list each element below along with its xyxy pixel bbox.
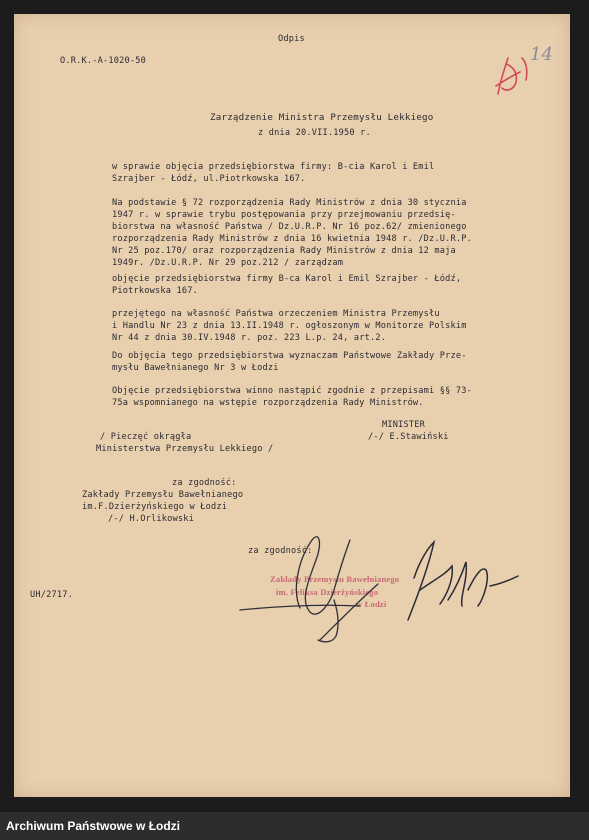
seal-note-line-2: Ministerstwa Przemysłu Lekkiego / bbox=[96, 444, 274, 454]
minister-label: MINISTER bbox=[382, 420, 425, 430]
para5-line-2: 75a wspomnianego na wstępie rozporządzenia Rady Ministrów. bbox=[112, 398, 424, 408]
zaklady-line-3: /-/ H.Orlikowski bbox=[108, 514, 194, 524]
seal-note-line-1: / Pieczęć okrągła bbox=[100, 432, 192, 442]
archive-footer-bar bbox=[0, 812, 589, 840]
conformity-label-2: za zgodność: bbox=[248, 546, 313, 556]
reference-number: O.R.K.-A-1020-50 bbox=[60, 56, 146, 66]
para1-line-4: rozporządzenia Rady Ministrów z dnia 16 kwietnia 1948 r. /Dz.U.R.P. bbox=[112, 234, 473, 244]
signature-2 bbox=[408, 542, 518, 620]
para3-line-2: i Handlu Nr 23 z dnia 13.II.1948 r. ogłoszonym w Monitorze Polskim bbox=[112, 321, 467, 331]
zaklady-line-1: Zakłady Przemysłu Bawełnianego bbox=[82, 490, 244, 500]
minister-signature: /-/ E.Stawiński bbox=[368, 432, 449, 442]
para4-line-1: Do objęcia tego przedsiębiorstwa wyznaczam Państwowe Zakłady Prze- bbox=[112, 351, 467, 361]
zaklady-line-2: im.F.Dzierżyńskiego w Łodzi bbox=[82, 502, 228, 512]
para5-line-1: Objęcie przedsiębiorstwa winno nastąpić zgodnie z przepisami §§ 73- bbox=[112, 386, 473, 396]
archive-name: Archiwum Państwowe w Łodzi bbox=[6, 819, 181, 833]
para1-line-2: 1947 r. w sprawie trybu postępowania przy przejmowaniu przedsię- bbox=[112, 210, 456, 220]
stamp-line-3: w Łodzi bbox=[356, 599, 387, 609]
stamp-line-2: im. Feliksa Dzierżyńskiego bbox=[276, 587, 379, 597]
stamp-line-1: Zakłady Przemysłu Bawełnianego bbox=[270, 574, 400, 584]
odpis-label: Odpis bbox=[278, 34, 305, 44]
para1-line-3: biorstwa na własność Państwa / Dz.U.R.P. Nr 16 poz.62/ zmienionego bbox=[112, 222, 467, 232]
margin-reference: UH/2717. bbox=[30, 590, 73, 600]
para2-line-2: Piotrkowska 167. bbox=[112, 286, 198, 296]
signature-1 bbox=[240, 537, 378, 642]
document-date: z dnia 20.VII.1950 r. bbox=[258, 128, 371, 138]
conformity-label-1: za zgodność: bbox=[172, 478, 237, 488]
document-title: Zarządzenie Ministra Przemysłu Lekkiego bbox=[210, 112, 434, 123]
para1-line-5: Nr 25 poz.170/ oraz rozporządzenia Rady Ministrów z dnia 12 maja bbox=[112, 246, 456, 256]
para2-line-1: objęcie przedsiębiorstwa firmy B-ca Karol i Emil Szrajber - Łódź, bbox=[112, 274, 462, 284]
subject-line-1: w sprawie objęcia przedsiębiorstwa firmy: B-cia Karol i Emil bbox=[112, 162, 435, 172]
para3-line-1: przejętego na własność Państwa orzeczeniem Ministra Przemysłu bbox=[112, 309, 440, 319]
subject-line-2: Szrajber - Łódź, ul.Piotrkowska 167. bbox=[112, 174, 306, 184]
para3-line-3: Nr 44 z dnia 30.IV.1948 r. poz. 223 L.p. 24, art.2. bbox=[112, 333, 387, 343]
red-handwritten-mark bbox=[496, 58, 527, 94]
handwritten-number: 14 bbox=[530, 44, 553, 65]
para4-line-2: mysłu Bawełnianego Nr 3 w Łodzi bbox=[112, 363, 279, 373]
para1-line-6: 1949r. /Dz.U.R.P. Nr 29 poz.212 / zarządzam bbox=[112, 258, 344, 268]
para1-line-1: Na podstawie § 72 rozporządzenia Rady Ministrów z dnia 30 stycznia bbox=[112, 198, 467, 208]
